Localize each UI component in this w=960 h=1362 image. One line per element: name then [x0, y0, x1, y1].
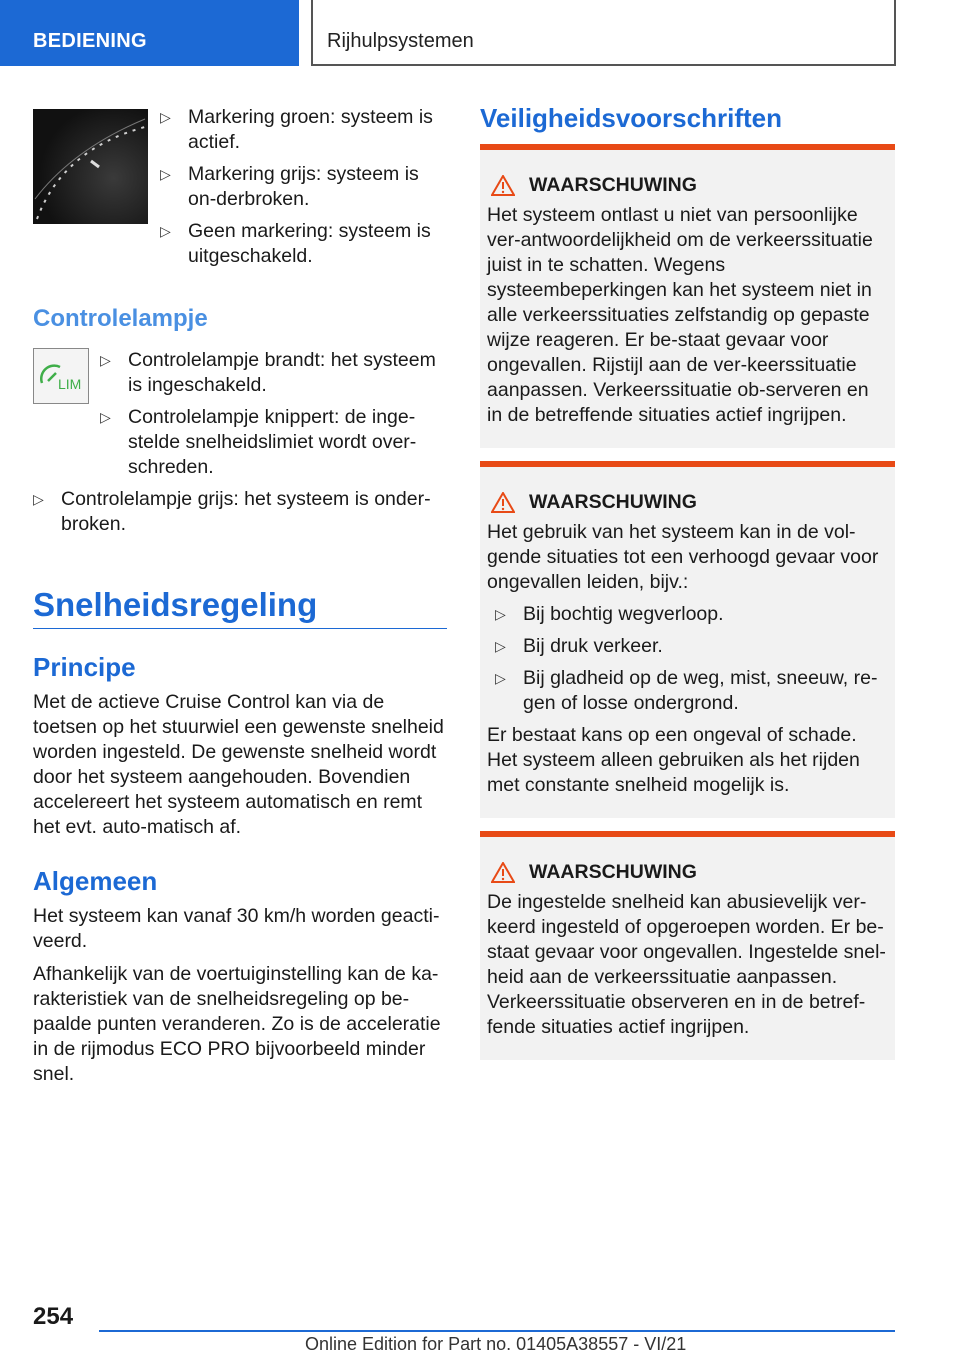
principe-paragraph: Met de actieve Cruise Control kan via de toetsen op het stuurwiel een gewenste snelheid worden ingesteld. De gewenste snelheid wordt door het systeem aangehouden. Bovendien accelereert het systeem automatisch en remt het evt. auto‐matisch af. — [33, 691, 444, 838]
warning-text: Het systeem ontlast u niet van persoonlijke ver‐antwoordelijkheid om de verkeerssituatie juist in te schatten. Wegens systeembeperkingen kan het systeem niet in alle verkeerssituaties zelfstandig op gepaste wijze reageren. Er be‐staat gevaar voor ongevallen. Rijstijl aan de ver‐keerssituatie aanpassen. Verkeerssituatie ob‐serveren en in de betreffende situaties actief ingrijpen. — [487, 204, 873, 426]
triangle-bullet-icon: ▷ — [160, 109, 171, 125]
triangle-bullet-icon: ▷ — [100, 352, 111, 368]
edition-text: Online Edition for Part no. 01405A38557 - VI/21 — [305, 1334, 687, 1354]
list-item: ▷ Bij druk verkeer. — [495, 635, 663, 657]
svg-text:LIM: LIM — [58, 376, 82, 392]
list-item: ▷ Controlelampje grijs: het systeem is onder‐broken. — [33, 488, 431, 535]
warning-text: Het gebruik van het systeem kan in de vol‐gende situaties tot een verhoogd gevaar voor ongevallen leiden, bijv.: — [487, 521, 879, 593]
algemeen-paragraph-1: Het systeem kan vanaf 30 km/h worden geacti‐veerd. — [33, 905, 440, 952]
warning-triangle-icon — [491, 492, 515, 513]
page-number: 254 — [33, 1303, 74, 1330]
triangle-bullet-icon: ▷ — [160, 166, 171, 182]
list-item: ▷ Controlelampje brandt: het systeem is ingeschakeld. — [100, 349, 436, 396]
warning-box-2 — [480, 461, 895, 818]
list-item: ▷ Controlelampje knippert: de inge‐stelde snelheidslimiet wordt over‐schreden. — [100, 406, 417, 478]
warning-triangle-icon — [491, 175, 515, 196]
page-header — [0, 0, 960, 66]
marker-block — [33, 100, 447, 270]
triangle-bullet-icon: ▷ — [160, 223, 171, 239]
safety-heading: Veiligheidsvoorschriften — [480, 103, 782, 133]
warning-text: Er bestaat kans op een ongeval of schade. Het systeem alleen gebruiken als het rijden met constante snelheid mogelijk is. — [487, 724, 860, 796]
section-title: BEDIENING — [33, 30, 147, 52]
subheading-principe: Principe — [33, 652, 136, 682]
warning-triangle-icon — [491, 862, 515, 883]
main-heading-wrap — [33, 586, 447, 629]
section-tab — [0, 0, 299, 66]
list-item: ▷ Bij bochtig wegverloop. — [495, 603, 724, 625]
triangle-bullet-icon: ▷ — [495, 606, 506, 622]
warning-text: De ingestelde snelheid kan abusievelijk ver‐keerd ingesteld of opgeroepen worden. Er be‐staat gevaar voor ongevallen. Ingestelde snel‐heid aan de verkeerssituatie aanpassen. Verkeerssituatie observeren en in de betref‐fende situaties actief ingrijpen. — [487, 891, 886, 1038]
triangle-bullet-icon: ▷ — [495, 638, 506, 654]
lim-indicator-icon — [33, 348, 89, 404]
warning-title: WAARSCHUWING — [529, 491, 697, 513]
warning-title: WAARSCHUWING — [529, 174, 697, 196]
right-column — [480, 100, 895, 1038]
chapter-tab — [311, 0, 896, 66]
left-column — [33, 100, 447, 1085]
section-heading: Controlelampje — [33, 305, 208, 332]
list-item: ▷ Bij gladheid op de weg, mist, sneeuw, re‐gen of losse ondergrond. — [495, 667, 878, 714]
list-item: ▷ Geen markering: systeem is uitgeschakeld. — [160, 220, 431, 267]
subheading-algemeen: Algemeen — [33, 866, 158, 896]
list-item: ▷ Markering groen: systeem is actief. — [160, 106, 433, 153]
chapter-title: Rijhulpsystemen — [327, 30, 474, 52]
warning-title: WAARSCHUWING — [529, 861, 697, 883]
triangle-bullet-icon: ▷ — [100, 409, 111, 425]
algemeen-paragraph-2: Afhankelijk van de voertuiginstelling kan de ka‐rakteristiek van de snelheidsregeling op be‐paalde punten veranderen. Zo is de acceleratie in de rijmodus ECO PRO bijvoorbeeld minder snel. — [33, 963, 441, 1085]
footer-divider — [99, 1330, 895, 1332]
triangle-bullet-icon: ▷ — [33, 491, 44, 507]
list-item: ▷ Markering grijs: systeem is on‐derbroken. — [160, 163, 419, 210]
warning-box-3 — [480, 831, 895, 1060]
speedometer-marking-image — [33, 109, 148, 224]
triangle-bullet-icon: ▷ — [495, 670, 506, 686]
warning-box-1 — [480, 144, 895, 448]
main-heading: Snelheidsregeling — [33, 586, 318, 623]
